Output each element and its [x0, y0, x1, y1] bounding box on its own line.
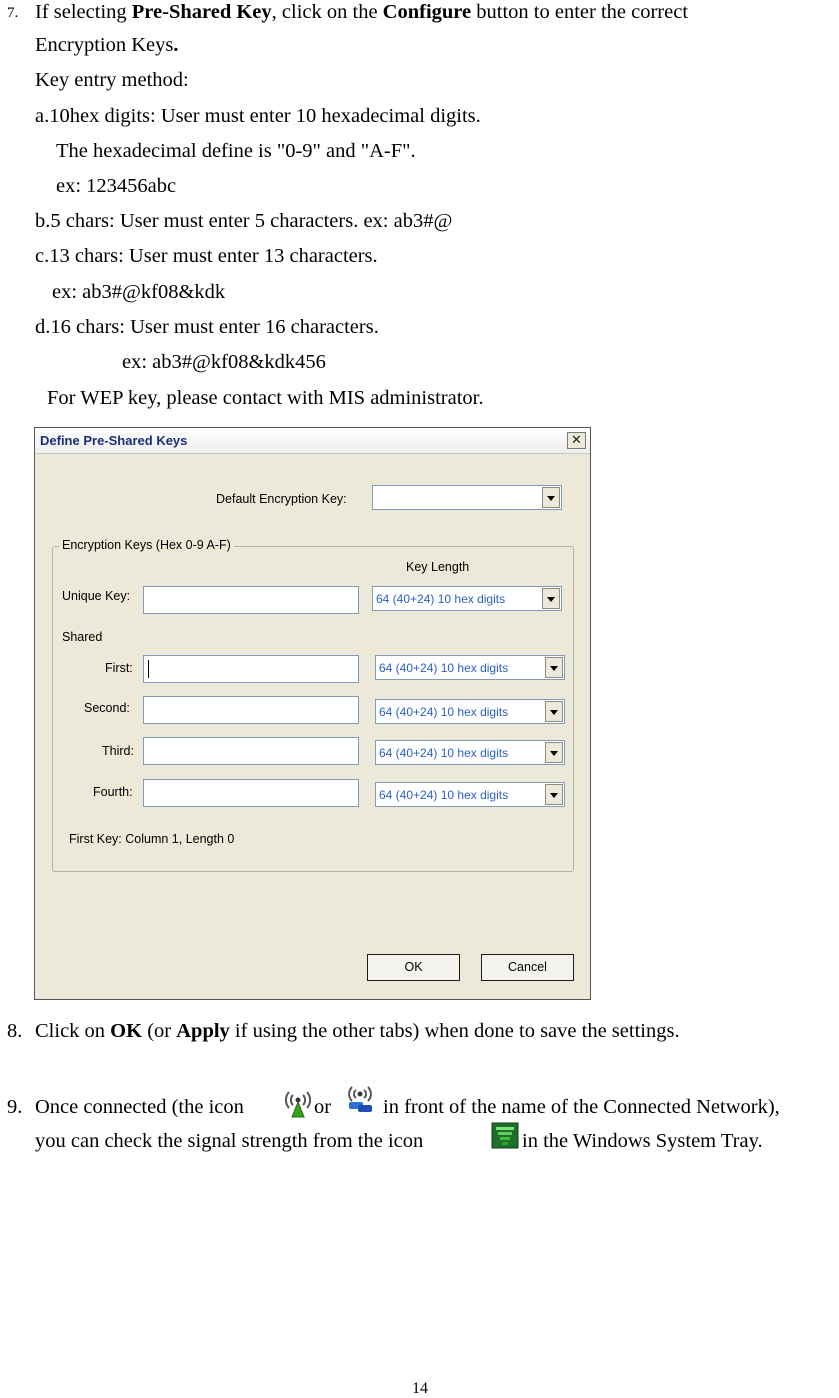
fourth-key-label: Fourth:	[93, 785, 133, 799]
step7-intro-prefix: If selecting	[35, 1, 132, 23]
chevron-down-icon[interactable]	[545, 701, 563, 722]
method-c-example: ex: ab3#@kf08&kdk	[52, 281, 226, 303]
first-key-label: First:	[105, 661, 133, 675]
close-icon: ✕	[571, 432, 582, 447]
step8-prefix: Click on	[35, 1020, 111, 1042]
third-key-length-select[interactable]	[375, 740, 565, 765]
step8-mid: (or	[142, 1020, 177, 1042]
encryption-keys-period: .	[173, 34, 179, 56]
step8-number: 8.	[7, 1020, 23, 1042]
ok-button[interactable]: OK	[367, 954, 460, 981]
second-key-length-value: 64 (40+24) 10 hex digits	[379, 705, 509, 719]
fourth-key-length-select[interactable]	[375, 782, 565, 807]
ok-term: OK	[110, 1020, 143, 1042]
step9-part3: in front of the name of the Connected Network),	[383, 1096, 780, 1118]
step9-number: 9.	[7, 1096, 23, 1118]
first-key-length-value: 64 (40+24) 10 hex digits	[379, 661, 509, 675]
step8-suffix: if using the other tabs) when done to save the settings.	[229, 1020, 680, 1042]
apply-term: Apply	[176, 1020, 230, 1042]
configure-term: Configure	[382, 1, 472, 23]
unique-key-length-value: 64 (40+24) 10 hex digits	[376, 592, 506, 606]
first-key-length-select[interactable]	[375, 655, 565, 680]
step9-line2-part1: you can check the signal strength from the icon	[35, 1130, 424, 1152]
fourth-key-input[interactable]	[143, 779, 359, 807]
step8-text	[35, 1019, 680, 1043]
wep-note: For WEP key, please contact with MIS administrator.	[47, 387, 484, 409]
chevron-down-icon[interactable]	[545, 784, 563, 805]
second-key-length-select[interactable]	[375, 699, 565, 724]
second-key-input[interactable]	[143, 696, 359, 724]
step9-part2: or	[314, 1096, 332, 1118]
key-status-text: First Key: Column 1, Length 0	[69, 832, 235, 846]
page-number: 14	[412, 1380, 428, 1397]
chevron-down-icon[interactable]	[542, 588, 560, 609]
method-c-line: c.13 chars: User must enter 13 characters.	[35, 245, 378, 267]
step9-part1: Once connected (the icon	[35, 1096, 244, 1118]
method-b-line: b.5 chars: User must enter 5 characters. ex: ab3#@	[35, 210, 453, 232]
unique-key-input[interactable]	[143, 586, 359, 614]
system-tray-utility-icon	[491, 1122, 519, 1149]
unique-key-label: Unique Key:	[62, 589, 131, 603]
step7-intro-suffix: button to enter the correct	[471, 1, 689, 23]
define-pre-shared-keys-dialog	[34, 427, 591, 1000]
encryption-keys-text: Encryption Keys	[35, 34, 174, 56]
method-d-example: ex: ab3#@kf08&kdk456	[122, 351, 326, 373]
method-a-line: a.10hex digits: User must enter 10 hexadecimal digits.	[35, 105, 481, 127]
default-encryption-key-select[interactable]	[372, 485, 562, 510]
step7-number: 7.	[7, 5, 19, 21]
wireless-signal-icon	[283, 1088, 313, 1118]
shared-label: Shared	[62, 630, 103, 644]
encryption-keys-group-label: Encryption Keys (Hex 0-9 A-F)	[59, 538, 234, 552]
first-key-input[interactable]	[143, 655, 359, 683]
dialog-titlebar	[35, 428, 590, 454]
method-a-example: ex: 123456abc	[56, 175, 177, 197]
third-key-label: Third:	[102, 744, 134, 758]
pre-shared-key-term: Pre-Shared Key	[131, 1, 272, 23]
chevron-down-icon[interactable]	[542, 487, 560, 508]
chevron-down-icon[interactable]	[545, 742, 563, 763]
step7-intro-line2	[35, 33, 178, 57]
method-d-line: d.16 chars: User must enter 16 characters.	[35, 316, 379, 338]
third-key-length-value: 64 (40+24) 10 hex digits	[379, 746, 509, 760]
network-connected-icon	[343, 1084, 377, 1114]
key-length-header: Key Length	[406, 560, 470, 574]
third-key-input[interactable]	[143, 737, 359, 765]
text-caret	[148, 660, 149, 678]
unique-key-length-select[interactable]	[372, 586, 562, 611]
step7-intro-mid: , click on the	[271, 1, 383, 23]
method-a-define: The hexadecimal define is "0-9" and "A-F".	[56, 140, 416, 162]
second-key-label: Second:	[84, 701, 130, 715]
default-encryption-key-label: Default Encryption Key:	[216, 492, 347, 506]
dialog-title: Define Pre-Shared Keys	[40, 433, 188, 448]
fourth-key-length-value: 64 (40+24) 10 hex digits	[379, 788, 509, 802]
step7-intro	[35, 0, 688, 24]
close-button[interactable]	[567, 432, 586, 449]
step9-line2-part2: in the Windows System Tray.	[522, 1130, 763, 1152]
chevron-down-icon[interactable]	[545, 657, 563, 678]
key-entry-method-heading: Key entry method:	[35, 69, 189, 91]
cancel-button[interactable]: Cancel	[481, 954, 574, 981]
